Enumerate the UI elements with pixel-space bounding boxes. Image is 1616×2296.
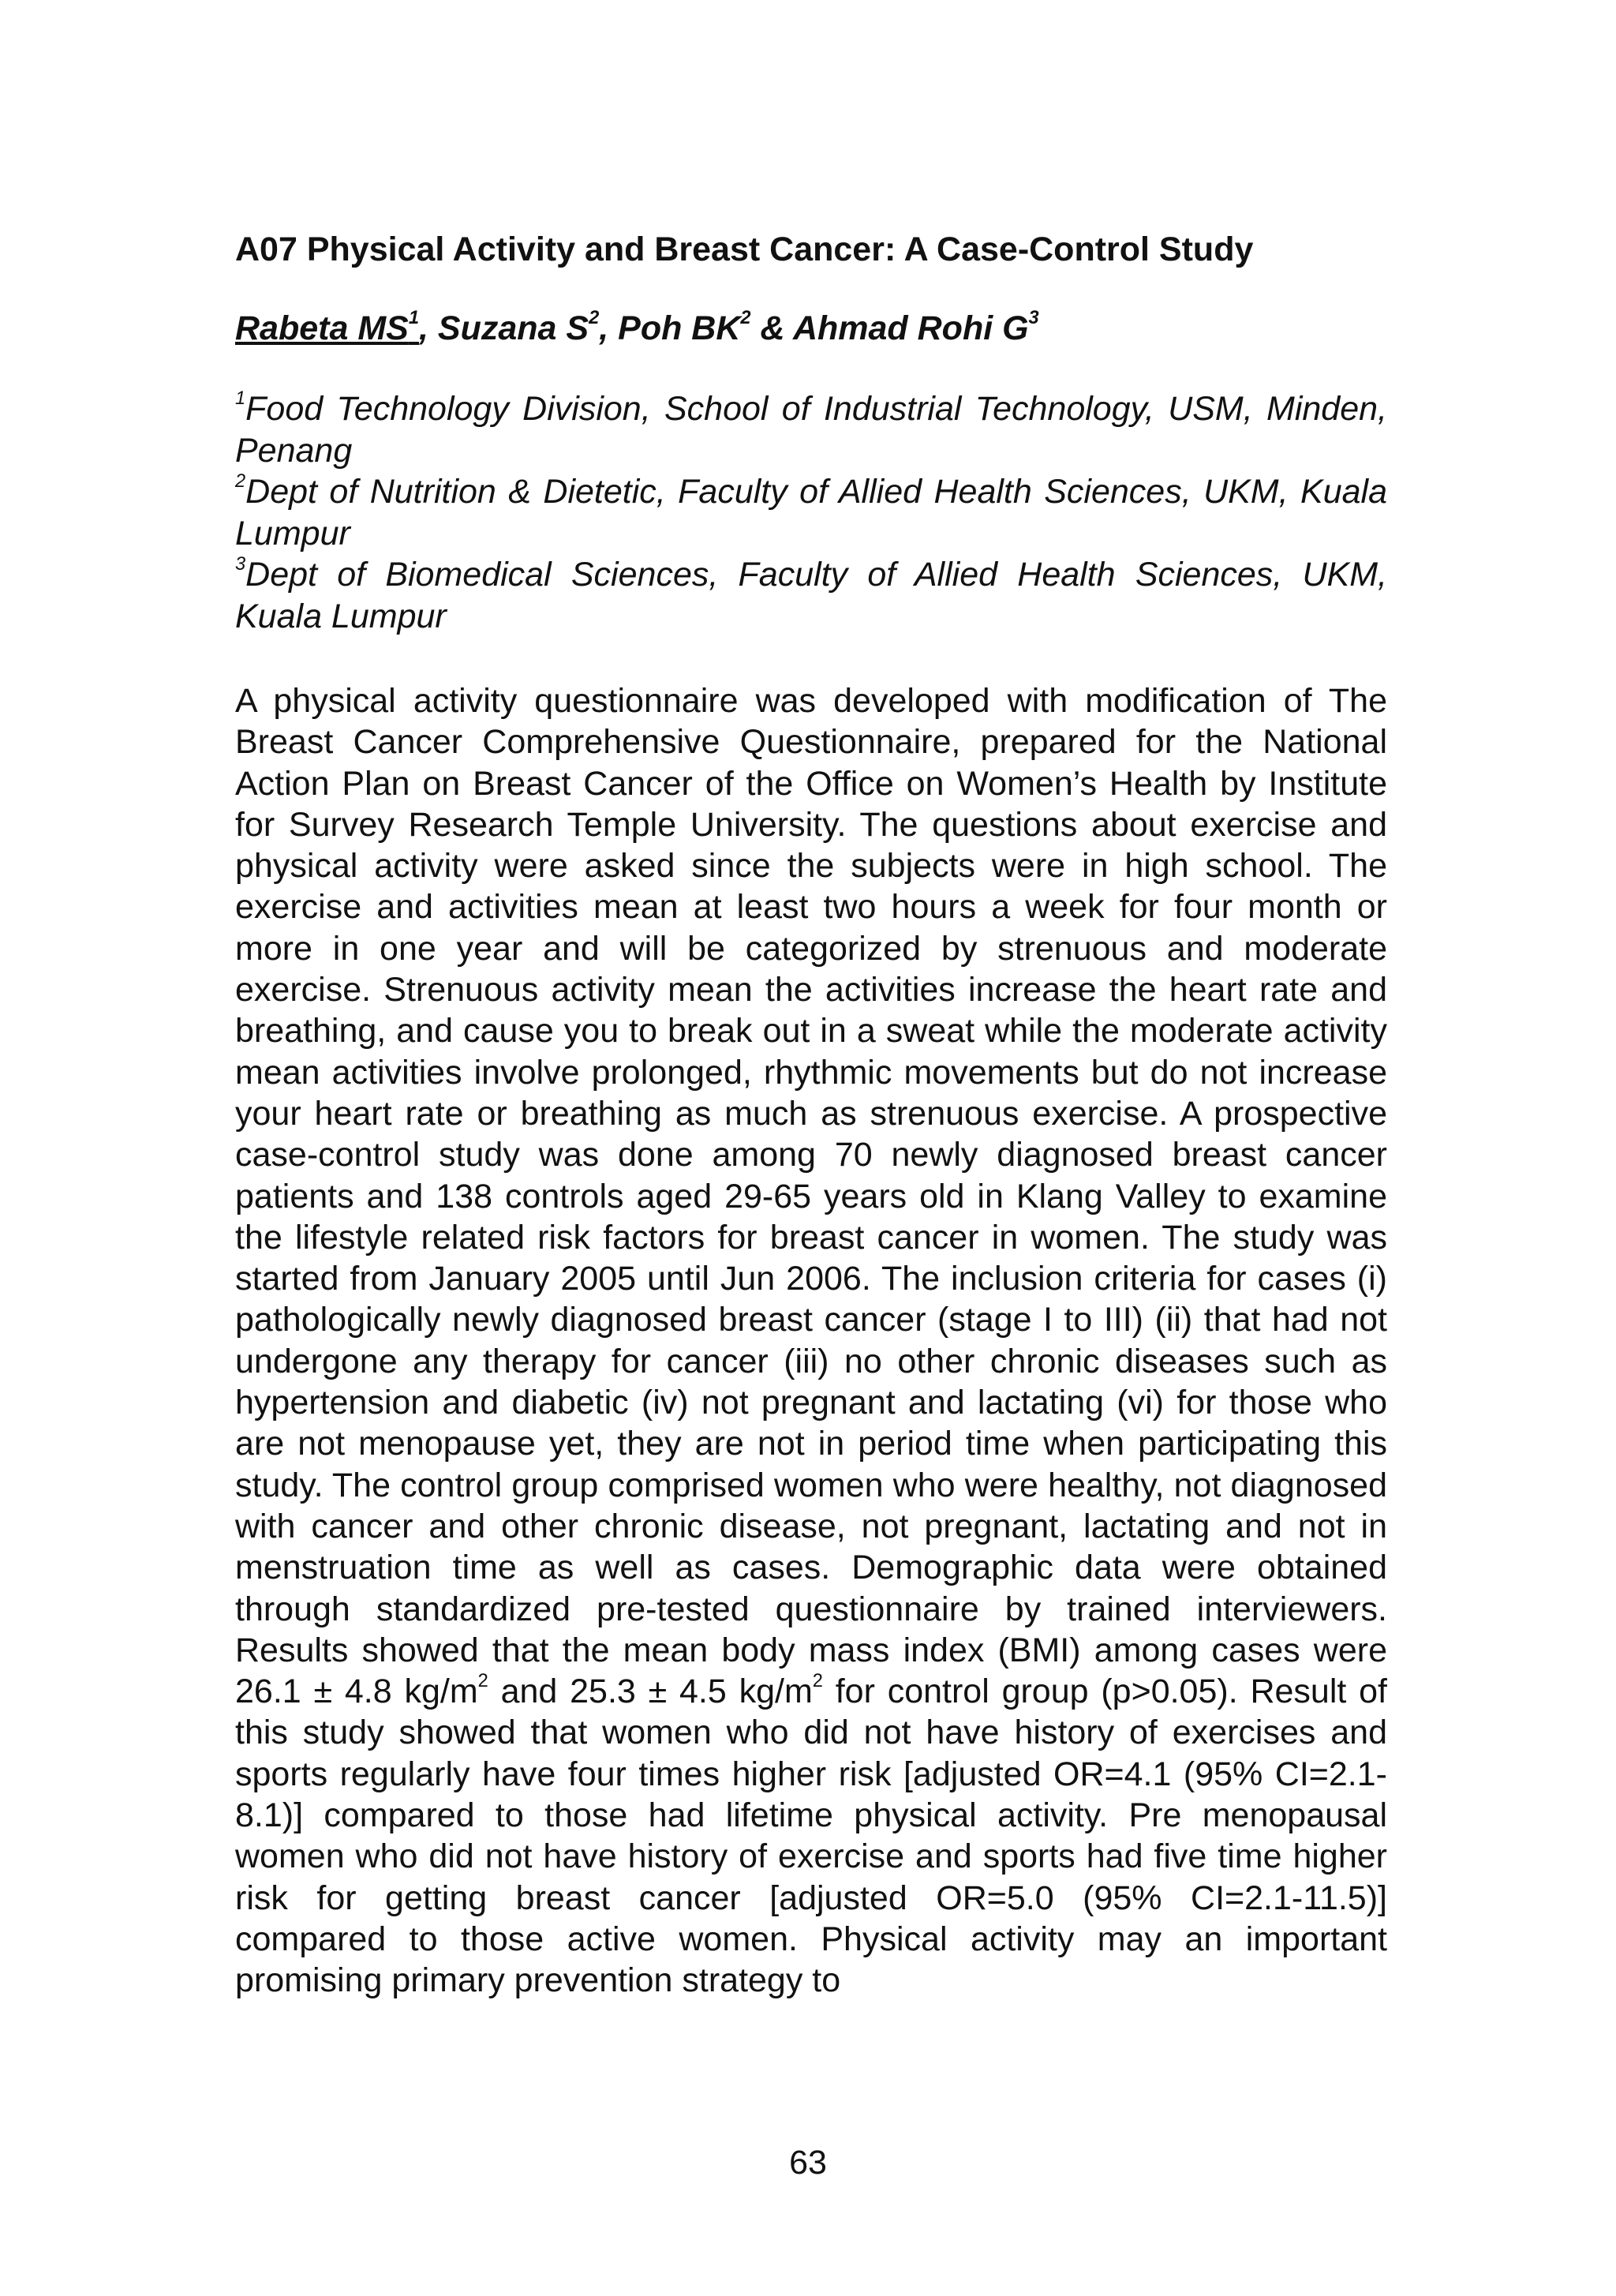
author-name: Poh BK — [618, 309, 741, 347]
author-name: Rabeta MS — [235, 309, 409, 347]
author-presenter — [235, 309, 419, 347]
affiliation-number: 2 — [235, 470, 246, 492]
abstract-text: for control group (p>0.05). Result of this study showed that women who did not have history of exercises and sports regularly have four times higher risk [adjusted OR=4.1 (95% CI=2.1-8.1)] compared to those had lifetime physical activity. Pre menopausal women who did not have history of exercise and sports had five time higher risk for getting breast cancer [adjusted OR=5.0 (95% CI=2.1-11.5)] compared to those active women. Physical activity may an important promising primary prevention strategy to — [235, 1672, 1387, 2000]
affiliation-item — [235, 388, 1387, 471]
affiliation-text: Food Technology Division, School of Industrial Technology, USM, Minden, Penang — [235, 390, 1387, 470]
paper-page — [235, 227, 1387, 2002]
author-affiliation-mark: 3 — [1028, 307, 1039, 328]
affiliation-text: Dept of Nutrition & Dietetic, Faculty of Allied Health Sciences, UKM, Kuala Lumpur — [235, 473, 1387, 552]
abstract-body — [235, 680, 1387, 2002]
page-number: 63 — [789, 2144, 827, 2182]
author-list — [235, 306, 1387, 350]
author-separator: , — [419, 309, 438, 347]
superscript-exponent: 2 — [477, 1671, 488, 1692]
paper-title: A07 Physical Activity and Breast Cancer: A Case-Control Study — [235, 230, 1254, 268]
author-affiliation-mark: 2 — [740, 307, 751, 328]
author-affiliation-mark: 2 — [589, 307, 600, 328]
superscript-exponent: 2 — [812, 1671, 823, 1692]
affiliation-number: 1 — [235, 388, 246, 409]
affiliation-item — [235, 554, 1387, 637]
author-affiliation-mark: 1 — [408, 307, 419, 328]
affiliation-list — [235, 388, 1387, 637]
affiliation-number: 3 — [235, 553, 246, 575]
abstract-text: A physical activity questionnaire was developed with modification of The Breast Cancer Comprehensive Questionnaire, prepared for the National Action Plan on Breast Cancer of the Office on Women’s Health by Institute for Survey Research Temple University. The questions about exercise and physical activity were asked since the subjects were in high school. The exercise and activities mean at least two hours a week for four month or more in one year and will be categorized by strenuous and moderate exercise. Strenuous activity mean the activities increase the heart rate and breathing, and cause you to break out in a sweat while the moderate activity mean activities involve prolonged, rhythmic movements but do not increase your heart rate or breathing as much as strenuous exercise. A prospective case-control study was done among 70 newly diagnosed breast cancer patients and 138 controls aged 29-65 years old in Klang Valley to examine the lifestyle related risk factors for breast cancer in women. The study was started from January 2005 until Jun 2006. The inclusion criteria for cases (i) pathologically newly diagnosed breast cancer (stage I to III) (ii) that had not undergone any therapy for cancer (iii) no other chronic diseases such as hypertension and diabetic (iv) not pregnant and lactating (vi) for those who are not menopause yet, they are not in period time when participating this study. The control group comprised women who were healthy, not diagnosed with cancer and other chronic disease, not pregnant, lactating and not in menstruation time as well as cases. Demographic data were obtained through standardized pre-tested questionnaire by trained interviewers. Results showed that the mean body mass index (BMI) among cases were 26.1 ± 4.8 kg/m — [235, 682, 1387, 1711]
affiliation-item — [235, 471, 1387, 554]
author-separator: & — [750, 309, 793, 347]
abstract-text: and 25.3 ± 4.5 kg/m — [488, 1672, 813, 1711]
author-name: Ahmad Rohi G — [792, 309, 1029, 347]
author-name: Suzana S — [437, 309, 589, 347]
author-separator: , — [599, 309, 619, 347]
affiliation-text: Dept of Biomedical Sciences, Faculty of Allied Health Sciences, UKM, Kuala Lumpur — [235, 556, 1387, 635]
